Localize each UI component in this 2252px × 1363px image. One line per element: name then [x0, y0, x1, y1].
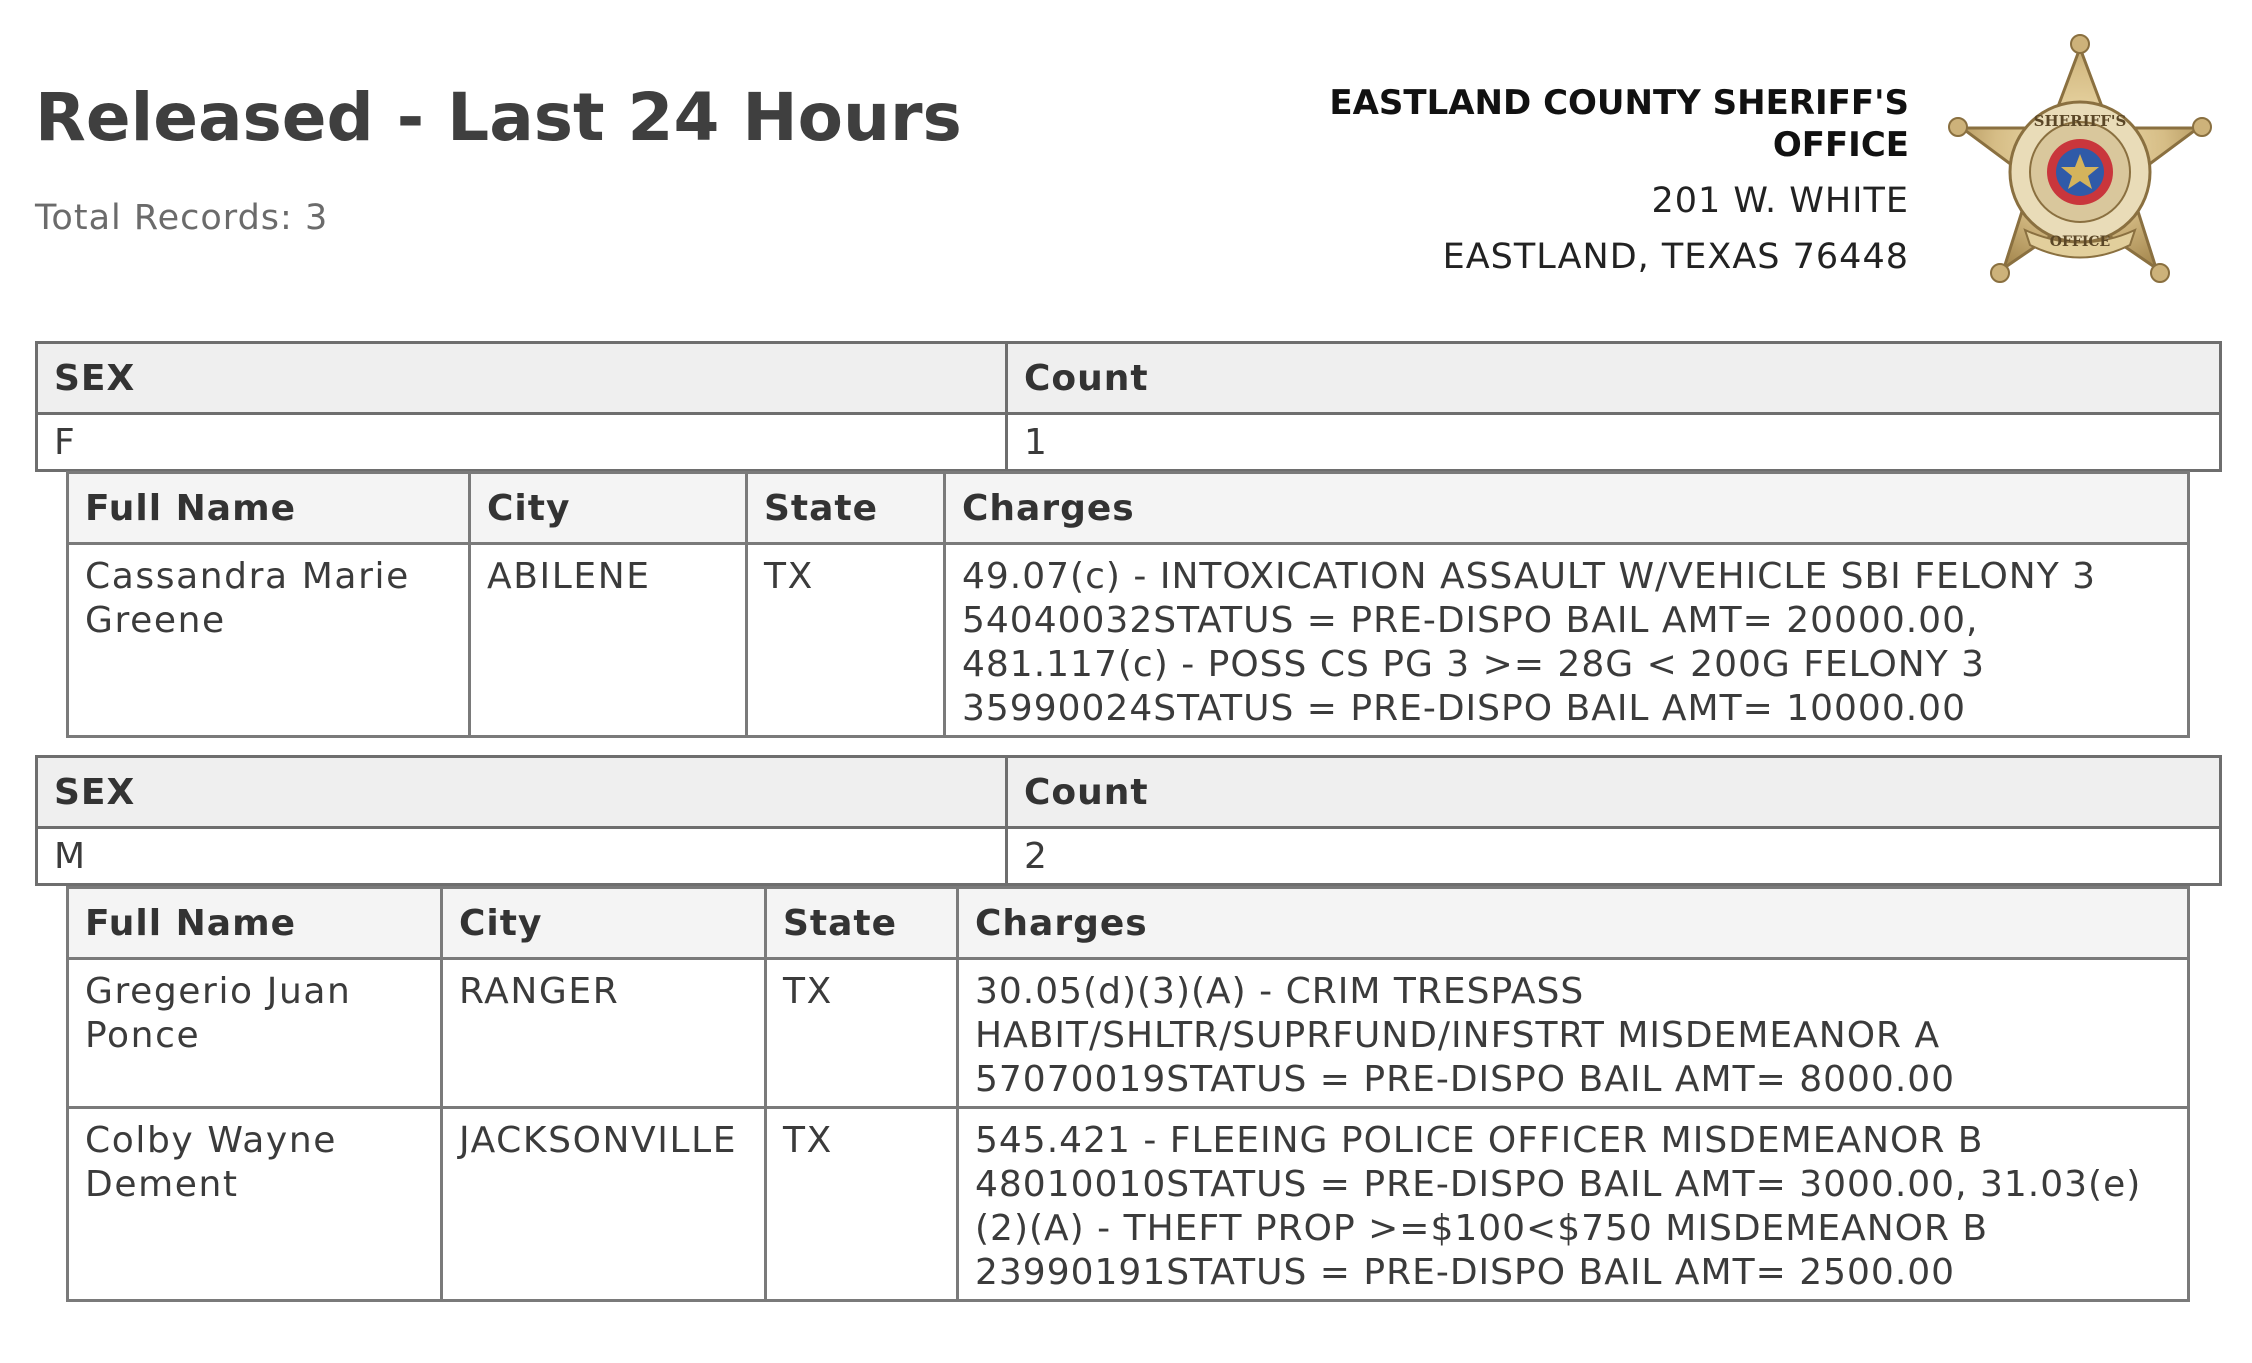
table-row	[68, 959, 2189, 1108]
count-value: 1	[1007, 414, 2221, 471]
report-title: Released - Last 24 Hours	[35, 79, 962, 156]
charges-cell: 30.05(d)(3)(A) - CRIM TRESPASS HABIT/SHLTR/SUPRFUND/INFSTRT MISDEMEANOR A 57070019STATUS = PRE-DISPO BAIL AMT= 8000.00	[958, 959, 2189, 1108]
city-cell: ABILENE	[470, 544, 747, 737]
agency-city-state-zip: EASTLAND, TEXAS 76448	[1442, 237, 1909, 277]
charges-column-header: Charges	[958, 888, 2189, 959]
full-name-column-header: Full Name	[68, 888, 442, 959]
sex-value: M	[37, 828, 1007, 885]
sex-group-table-m	[35, 755, 2222, 886]
city-cell: RANGER	[442, 959, 766, 1108]
total-records	[35, 198, 328, 238]
table-row	[68, 1108, 2189, 1301]
total-records-value: 3	[304, 198, 329, 238]
total-records-label: Total Records:	[35, 198, 293, 238]
people-header-row	[68, 473, 2189, 544]
full-name-cell: Colby Wayne Dement	[68, 1108, 442, 1301]
full-name-cell: Cassandra Marie Greene	[68, 544, 470, 737]
state-column-header: State	[747, 473, 945, 544]
sex-value-row	[37, 828, 2221, 885]
city-column-header: City	[442, 888, 766, 959]
state-cell: TX	[766, 1108, 958, 1301]
sheriff-badge-logo	[1930, 30, 2230, 305]
count-column-header: Count	[1007, 757, 2221, 828]
count-value: 2	[1007, 828, 2221, 885]
full-name-column-header: Full Name	[68, 473, 470, 544]
people-table-m	[66, 886, 2190, 1302]
state-cell: TX	[766, 959, 958, 1108]
sex-column-header: SEX	[37, 757, 1007, 828]
city-column-header: City	[470, 473, 747, 544]
badge-text-bottom: OFFICE	[2049, 234, 2111, 250]
agency-address: 201 W. WHITE	[1651, 181, 1909, 221]
table-row	[68, 544, 2189, 737]
people-table-f	[66, 471, 2190, 738]
city-cell: JACKSONVILLE	[442, 1108, 766, 1301]
sex-value: F	[37, 414, 1007, 471]
agency-header	[1009, 82, 1909, 278]
sex-value-row	[37, 414, 2221, 471]
sex-column-header: SEX	[37, 343, 1007, 414]
count-column-header: Count	[1007, 343, 2221, 414]
badge-text-top: SHERIFF'S	[2033, 112, 2127, 130]
full-name-cell: Gregerio Juan Ponce	[68, 959, 442, 1108]
charges-cell: 545.421 - FLEEING POLICE OFFICER MISDEMEANOR B 48010010STATUS = PRE-DISPO BAIL AMT= 3000.00, 31.03(e)(2)(A) - THEFT PROP >=$100<$750 MISDEMEANOR B 23990191STATUS = PRE-DISPO BAIL AMT= 2500.00	[958, 1108, 2189, 1301]
sex-header-row	[37, 343, 2221, 414]
agency-name-line2: OFFICE	[1772, 125, 1909, 165]
sex-header-row	[37, 757, 2221, 828]
people-header-row	[68, 888, 2189, 959]
state-cell: TX	[747, 544, 945, 737]
charges-column-header: Charges	[945, 473, 2189, 544]
charges-cell: 49.07(c) - INTOXICATION ASSAULT W/VEHICLE SBI FELONY 3 54040032STATUS = PRE-DISPO BAIL AMT= 20000.00, 481.117(c) - POSS CS PG 3 >= 28G < 200G FELONY 3 35990024STATUS = PRE-DISPO BAIL AMT= 10000.00	[945, 544, 2189, 737]
sex-group-table-f	[35, 341, 2222, 472]
state-column-header: State	[766, 888, 958, 959]
agency-name-line1: EASTLAND COUNTY SHERIFF'S	[1329, 83, 1909, 123]
